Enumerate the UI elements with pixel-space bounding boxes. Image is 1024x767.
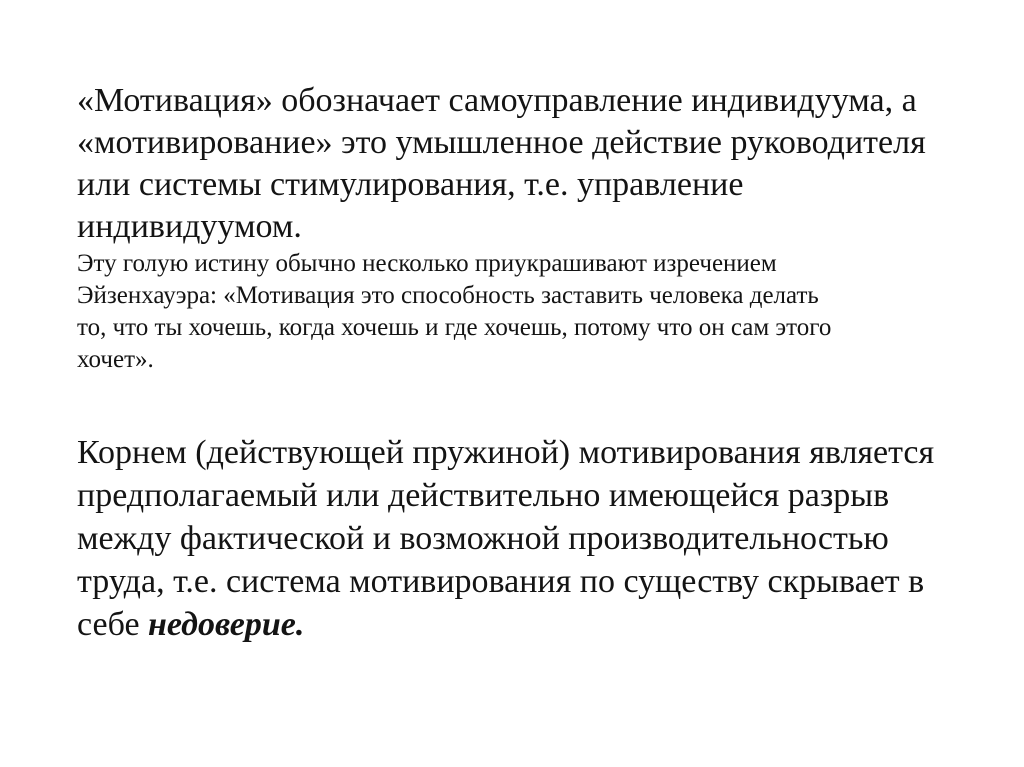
text-line: индивидуумом. (77, 208, 302, 245)
text-line: хочет». (77, 346, 154, 373)
text-line: Корнем (действующей пружиной) мотивирования является (77, 434, 935, 471)
emphasized-word: недоверие. (148, 606, 305, 643)
definition-paragraph (0, 80, 926, 248)
text-line: или системы стимулирования, т.е. управление (77, 166, 744, 203)
line-prefix: себе (77, 606, 149, 643)
text-line: Эту голую истину обычно несколько приукрашивают изречением (77, 250, 777, 277)
text-line: Эйзенхауэра: «Мотивация это способность заставить человека делать (77, 282, 819, 309)
text-line: труда, т.е. система мотивирования по существу скрывает в (77, 563, 925, 600)
text-line: предполагаемый или действительно имеющейся разрыв (77, 477, 890, 514)
eisenhower-quote-paragraph (0, 248, 831, 376)
text-line: между фактической и возможной производительностью (77, 520, 889, 557)
text-line-last (0, 603, 934, 646)
text-line: то, что ты хочешь, когда хочешь и где хочешь, потому что он сам этого (77, 314, 832, 341)
text-line: «Мотивация» обозначает самоуправление индивидуума, а (77, 82, 917, 119)
root-of-motivation-paragraph (0, 431, 934, 646)
text-line: «мотивирование» это умышленное действие руководителя (77, 124, 926, 161)
